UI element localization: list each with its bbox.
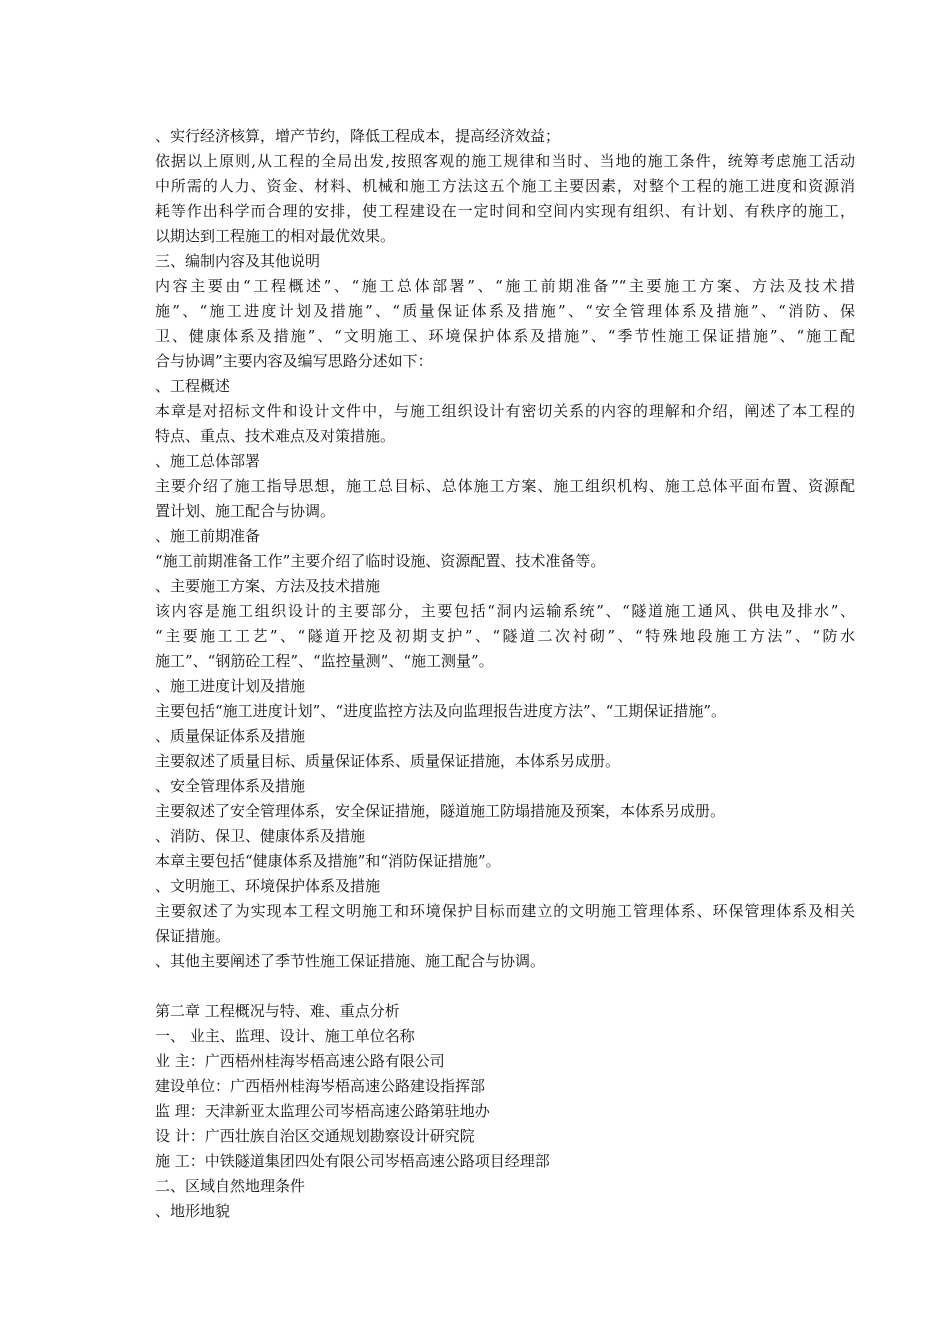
text-line: 中所需的人力、资金、材料、机械和施工方法这五个施工主要因素，对整个工程的施工进度和资源消 [155, 177, 855, 195]
info-row-supervisor: 监 理：天津新亚太监理公司岑梧高速公路第驻地办 [155, 1102, 490, 1120]
text-line: 主要包括“施工进度计划”、“进度监控方法及向监理报告进度方法”、“工期保证措施”。 [155, 702, 727, 720]
text-line: “主要施工工艺”、“隧道开挖及初期支护”、“隧道二次衬砌”、“特殊地段施工方法”、“防水 [155, 627, 855, 645]
text-line: 主要叙述了为实现本工程文明施工和环境保护目标而建立的文明施工管理体系、环保管理体系及相关 [155, 902, 855, 920]
text-line: “施工前期准备工作”主要介绍了临时设施、资源配置、技术准备等。 [155, 552, 606, 570]
subsection-heading: 、质量保证体系及措施 [155, 727, 306, 745]
info-row-owner: 业 主：广西梧州桂海岑梧高速公路有限公司 [155, 1052, 445, 1070]
text-line: 卫、健康体系及措施”、“文明施工、环境保护体系及措施”、“季节性施工保证措施”、“施工配 [155, 327, 855, 345]
section-heading: 二、区域自然地理条件 [155, 1177, 306, 1195]
subsection-heading: 、消防、保卫、健康体系及措施 [155, 827, 366, 845]
text-line: 以期达到工程施工的相对最优效果。 [155, 227, 396, 245]
text-line: 施工”、“钢筋砼工程”、“监控量测”、“施工测量”。 [155, 652, 494, 670]
text-line: 主要介绍了施工指导思想，施工总目标、总体施工方案、施工组织机构、施工总体平面布置、资源配 [155, 477, 855, 495]
subsection-heading: 、安全管理体系及措施 [155, 777, 306, 795]
text-line: 本章是对招标文件和设计文件中，与施工组织设计有密切关系的内容的理解和介绍，阐述了本工程的 [155, 402, 855, 420]
section-heading: 一、 业主、监理、设计、施工单位名称 [155, 1027, 415, 1045]
text-line: 、实行经济核算，增产节约，降低工程成本，提高经济效益； [155, 127, 561, 145]
section-heading: 三、编制内容及其他说明 [155, 252, 321, 270]
text-line: 耗等作出科学而合理的安排，使工程建设在一定时间和空间内实现有组织、有计划、有秩序的施工， [155, 202, 855, 220]
text-line: 内容主要由“工程概述”、“施工总体部署”、“施工前期准备”“主要施工方案、方法及技术措 [155, 277, 855, 295]
text-line: 置计划、施工配合与协调。 [155, 502, 336, 520]
text-line: 施”、“施工进度计划及措施”、“质量保证体系及措施”、“安全管理体系及措施”、“消防、保 [155, 302, 855, 320]
subsection-heading: 、施工前期准备 [155, 527, 261, 545]
subsection-heading: 、工程概述 [155, 377, 231, 395]
document-body [155, 124, 855, 1224]
text-line: 依据以上原则,从工程的全局出发,按照客观的施工规律和当时、当地的施工条件，统筹考虑施工活动 [155, 152, 855, 170]
subsection-heading: 、文明施工、环境保护体系及措施 [155, 877, 381, 895]
text-line: 、其他主要阐述了季节性施工保证措施、施工配合与协调。 [155, 952, 546, 970]
text-line: 该内容是施工组织设计的主要部分，主要包括“洞内运输系统”、“隧道施工通风、供电及排水”、 [155, 602, 855, 620]
subsection-heading: 、施工进度计划及措施 [155, 677, 306, 695]
info-row-designer: 设 计：广西壮族自治区交通规划勘察设计研究院 [155, 1127, 475, 1145]
text-line: 主要叙述了质量目标、质量保证体系、质量保证措施，本体系另成册。 [155, 752, 621, 770]
info-row-contractor: 施 工：中铁隧道集团四处有限公司岑梧高速公路项目经理部 [155, 1152, 550, 1170]
chapter-heading: 第二章 工程概况与特、难、重点分析 [155, 1002, 400, 1020]
text-line: 合与协调”主要内容及编写思路分述如下： [155, 352, 433, 370]
subsection-heading: 、地形地貌 [155, 1202, 231, 1220]
text-line: 主要叙述了安全管理体系，安全保证措施，隧道施工防塌措施及预案，本体系另成册。 [155, 802, 726, 820]
text-line: 本章主要包括“健康体系及措施”和“消防保证措施”。 [155, 852, 501, 870]
subsection-heading: 、主要施工方案、方法及技术措施 [155, 577, 381, 595]
text-line: 特点、重点、技术难点及对策措施。 [155, 427, 396, 445]
subsection-heading: 、施工总体部署 [155, 452, 261, 470]
text-line: 保证措施。 [155, 927, 231, 945]
blank-line [155, 974, 855, 999]
info-row-construction-unit: 建设单位：广西梧州桂海岑梧高速公路建设指挥部 [155, 1077, 486, 1095]
